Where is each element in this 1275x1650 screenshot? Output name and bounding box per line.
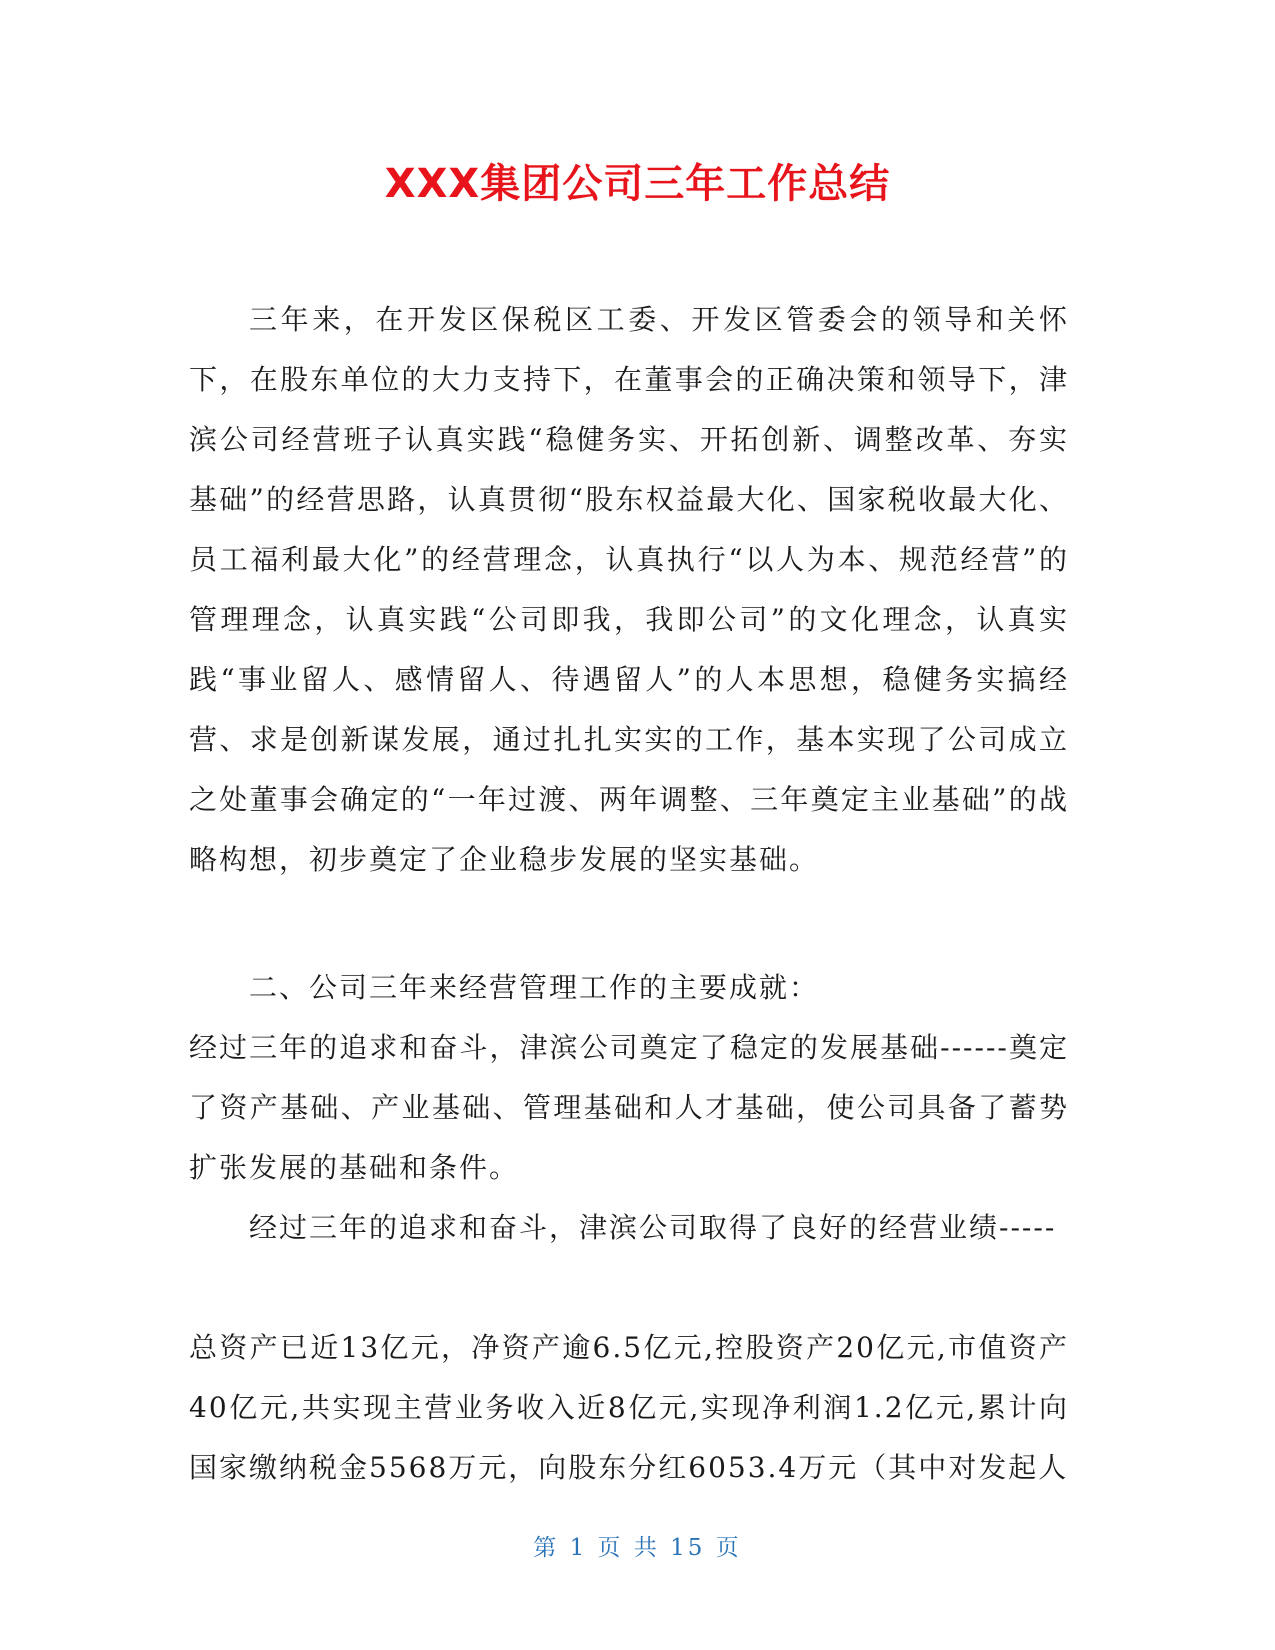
paragraph-foundation: 经过三年的追求和奋斗，津滨公司奠定了稳定的发展基础------奠定了资产基础、产业基础、管理基础和人才基础，使公司具备了蓄势扩张发展的基础和条件。 xyxy=(189,1031,1069,1184)
footer-prefix: 第 xyxy=(533,1535,560,1561)
section-heading-achievements: 二、公司三年来经营管理工作的主要成就： xyxy=(249,971,820,1004)
footer-total-pages: 15 xyxy=(670,1535,706,1561)
paragraph-intro: 三年来，在开发区保税区工委、开发区管委会的领导和关怀下，在股东单位的大力支持下，在董事会的正确决策和领导下，津滨公司经营班子认真实践“稳健务实、开拓创新、调整改革、夯实基础”的经营思路，认真贯彻“股东权益最大化、国家税收最大化、员工福利最大化”的经营理念，认真执行“以人为本、规范经营”的管理理念，认真实践“公司即我，我即公司”的文化理念，认真实践“事业留人、感情留人、待遇留人”的人本思想，稳健务实搞经营、求是创新谋发展，通过扎扎实实的工作，基本实现了公司成立之处董事会确定的“一年过渡、两年调整、三年奠定主业基础”的战略构想，初步奠定了企业稳步发展的坚实基础。 xyxy=(189,303,1069,876)
paragraph-performance: 经过三年的追求和奋斗，津滨公司取得了良好的经营业绩----- xyxy=(249,1211,1057,1244)
footer-current-page: 1 xyxy=(569,1535,588,1561)
footer-suffix: 页 xyxy=(715,1535,742,1561)
paragraph-figures: 总资产已近13亿元，净资产逾6.5亿元,控股资产20亿元,市值资产40亿元,共实现主营业务收入近8亿元,实现净利润1.2亿元,累计向国家缴纳税金5568万元，向股东分红6053.4万元（其中对发起人 xyxy=(189,1331,1069,1484)
footer-middle: 页 共 xyxy=(597,1535,660,1561)
page-footer xyxy=(0,1533,1275,1563)
document-title: XXX集团公司三年工作总结 xyxy=(384,161,891,207)
